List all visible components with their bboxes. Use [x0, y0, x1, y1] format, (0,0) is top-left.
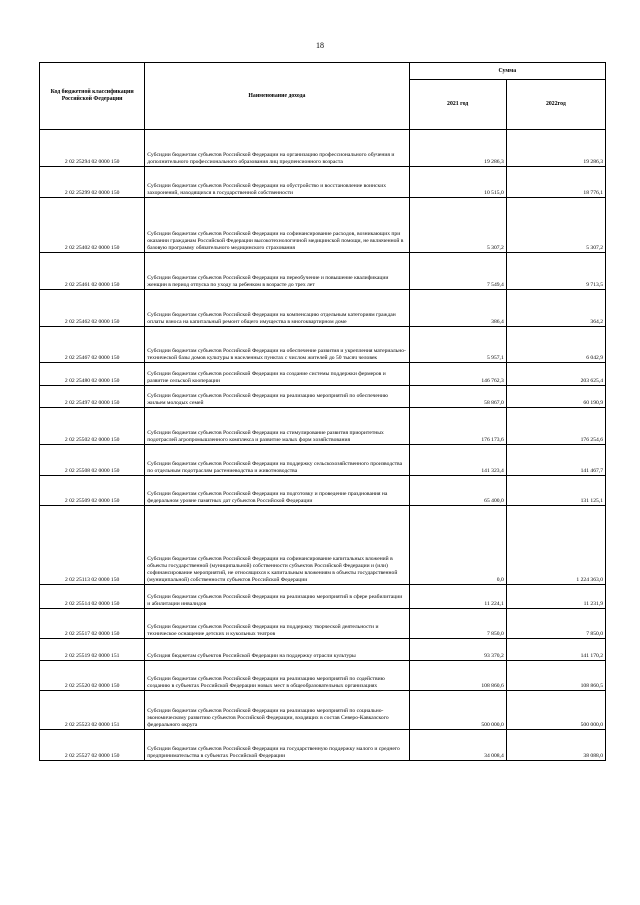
- row-value-2021: 500 000,0: [409, 691, 506, 730]
- table-row: [40, 730, 606, 761]
- row-code: 2 02 25509 02 0000 150: [40, 476, 145, 506]
- row-value-2022: 5 307,2: [506, 198, 605, 253]
- row-value-2022: 1 224 363,0: [506, 506, 605, 585]
- header-code: Код бюджетной классификации Российской Федерации: [40, 63, 145, 130]
- row-value-2022: 108 860,5: [506, 661, 605, 691]
- table-row: [40, 506, 606, 585]
- row-name: Субсидии бюджетам субъектов Российской Федерации на обустройство и восстановление воинских захоронений, находящихся в государственной собственности: [145, 167, 409, 198]
- row-value-2021: 5 957,1: [409, 327, 506, 363]
- table-row: [40, 167, 606, 198]
- table-row: [40, 609, 606, 639]
- row-code: 2 02 25461 02 0000 150: [40, 253, 145, 290]
- row-code: 2 02 25294 02 0000 150: [40, 130, 145, 167]
- row-value-2022: 141 170,2: [506, 639, 605, 661]
- row-code: 2 02 25508 02 0000 150: [40, 445, 145, 476]
- table-row: [40, 198, 606, 253]
- table-row: [40, 639, 606, 661]
- row-value-2022: 500 000,0: [506, 691, 605, 730]
- row-name: Субсидии бюджетам субъектов Российской Федерации на переобучение и повышение квалификации женщин в период отпуска по уходу за ребенком в возрасте до трех лет: [145, 253, 409, 290]
- row-code: 2 02 25502 02 0000 150: [40, 408, 145, 445]
- table-row: [40, 408, 606, 445]
- row-value-2022: 60 190,9: [506, 386, 605, 408]
- row-code: 2 02 25402 02 0000 150: [40, 198, 145, 253]
- header-year-2022: 2022год: [506, 80, 605, 130]
- row-value-2022: 19 286,3: [506, 130, 605, 167]
- row-code: 2 02 25462 02 0000 150: [40, 290, 145, 327]
- row-name: Субсидии бюджетам субъектов Российской Федерации на софинансирование капитальных вложений в объекты государственной (муниципальной) собственности субъектов Российской Федерации и (или) софинансирование мероприятий, не относящихся к капитальным вложениям в объекты государственной (муниципальной) собственности субъектов Российской Федерации: [145, 506, 409, 585]
- row-name: Субсидии бюджетам субъектов российской Федерации на создание системы поддержки фермеров и развитие сельской кооперации: [145, 363, 409, 386]
- row-name: Субсидии бюджетам субъектов Российской Федерации на стимулирование развития приоритетных подотраслей агропромышленного комплекса и развитие малых форм хозяйствования: [145, 408, 409, 445]
- row-value-2021: 146 762,3: [409, 363, 506, 386]
- row-value-2022: 364,2: [506, 290, 605, 327]
- row-code: 2 02 25467 02 0000 150: [40, 327, 145, 363]
- table-row: [40, 363, 606, 386]
- row-value-2022: 6 042,9: [506, 327, 605, 363]
- row-name: Субсидии бюджетам субъектов Российской Федерации на подготовку и проведение празднования на федеральном уровне памятных дат субъектов Российской Федерации: [145, 476, 409, 506]
- row-name: Субсидии бюджетам субъектов Российской Федерации на реализацию мероприятий по обеспечению жильем молодых семей: [145, 386, 409, 408]
- row-code: 2 02 25527 02 0000 150: [40, 730, 145, 761]
- row-code: 2 02 25299 02 0000 150: [40, 167, 145, 198]
- row-value-2021: 0,0: [409, 506, 506, 585]
- table-row: [40, 661, 606, 691]
- row-name: Субсидии бюджетам субъектов Российской Федерации на поддержку творческой деятельности и техническое оснащение детских и кукольных театров: [145, 609, 409, 639]
- table-row: [40, 386, 606, 408]
- header-year-2021: 2021 год: [409, 80, 506, 130]
- row-name: Субсидии бюджетам субъектов Российской Федерации на обеспечение развития и укрепления материально-технической базы домов культуры в населенных пунктах с числом жителей до 50 тысяч человек: [145, 327, 409, 363]
- header-sum: Сумма: [409, 63, 605, 80]
- budget-revenue-table: [39, 62, 606, 761]
- row-code: 2 02 25113 02 0000 150: [40, 506, 145, 585]
- row-code: 2 02 25520 02 0000 150: [40, 661, 145, 691]
- row-value-2021: 65 400,0: [409, 476, 506, 506]
- row-name: Субсидии бюджетам субъектов Российской Федерации на реализацию мероприятий по социально-экономическому развитию субъектов Российской Федерации, входящих в состав Северо-Кавказского федерального округа: [145, 691, 409, 730]
- row-value-2021: 5 307,2: [409, 198, 506, 253]
- row-name: Субсидии бюджетам субъектов Российской Федерации на реализацию мероприятий в сфере реабилитации и абилитации инвалидов: [145, 585, 409, 609]
- row-value-2021: 34 008,4: [409, 730, 506, 761]
- table-row: [40, 327, 606, 363]
- row-value-2021: 108 860,6: [409, 661, 506, 691]
- row-value-2022: 11 231,9: [506, 585, 605, 609]
- row-value-2022: 9 713,5: [506, 253, 605, 290]
- row-value-2022: 38 088,0: [506, 730, 605, 761]
- row-value-2021: 141 323,4: [409, 445, 506, 476]
- row-value-2022: 131 125,1: [506, 476, 605, 506]
- row-name: Субсидии бюджетам субъектов Российской Федерации на софинансирование расходов, возникающих при оказании гражданам Российской Федерации высокотехнологичной медицинской помощи, не включенной в базовую программу обязательного медицинского страхования: [145, 198, 409, 253]
- header-name: Наименование дохода: [145, 63, 409, 130]
- row-value-2022: 176 254,6: [506, 408, 605, 445]
- row-name: Субсидии бюджетам субъектов Российской Федерации на организацию профессионального обучения и дополнительного профессионального образования лиц предпенсионного возраста: [145, 130, 409, 167]
- row-name: Субсидии бюджетам субъектов Российской Федерации на государственную поддержку малого и среднего предпринимательства в субъектах Российской Федерации: [145, 730, 409, 761]
- row-value-2021: 7 850,0: [409, 609, 506, 639]
- row-value-2022: 18 776,1: [506, 167, 605, 198]
- row-code: 2 02 25519 02 0000 151: [40, 639, 145, 661]
- row-value-2022: 7 850,0: [506, 609, 605, 639]
- table-row: [40, 445, 606, 476]
- table-row: [40, 476, 606, 506]
- row-name: Субсидии бюджетам субъектов Российской Федерации на поддержку сельскохозяйственного производства по отдельным подотраслям растениеводства и животноводства: [145, 445, 409, 476]
- row-value-2021: 93 370,2: [409, 639, 506, 661]
- row-value-2021: 58 867,0: [409, 386, 506, 408]
- table-row: [40, 585, 606, 609]
- row-value-2022: 141 467,7: [506, 445, 605, 476]
- table-row: [40, 691, 606, 730]
- row-value-2021: 11 224,1: [409, 585, 506, 609]
- row-value-2021: 386,4: [409, 290, 506, 327]
- row-code: 2 02 25517 02 0000 150: [40, 609, 145, 639]
- table-row: [40, 253, 606, 290]
- row-code: 2 02 25480 02 0000 150: [40, 363, 145, 386]
- row-name: Субсидии бюджетам субъектов Российской Федерации на компенсацию отдельным категориям граждан оплаты взноса на капитальный ремонт общего имущества в многоквартирном доме: [145, 290, 409, 327]
- row-value-2021: 19 286,3: [409, 130, 506, 167]
- row-code: 2 02 25523 02 0000 151: [40, 691, 145, 730]
- table-row: [40, 290, 606, 327]
- row-name: Субсидия бюджетам субъектов Российской Федерации на поддержку отрасли культуры: [145, 639, 409, 661]
- page-number: 18: [316, 41, 324, 50]
- row-code: 2 02 25497 02 0000 150: [40, 386, 145, 408]
- row-code: 2 02 25514 02 0000 150: [40, 585, 145, 609]
- row-value-2021: 176 173,6: [409, 408, 506, 445]
- row-value-2021: 10 515,0: [409, 167, 506, 198]
- row-name: Субсидии бюджетам субъектов Российской Федерации на реализацию мероприятий по содействию созданию в субъектах Российской Федерации новых мест в общеобразовательных организациях: [145, 661, 409, 691]
- table-row: [40, 130, 606, 167]
- row-value-2022: 203 625,4: [506, 363, 605, 386]
- row-value-2021: 7 549,4: [409, 253, 506, 290]
